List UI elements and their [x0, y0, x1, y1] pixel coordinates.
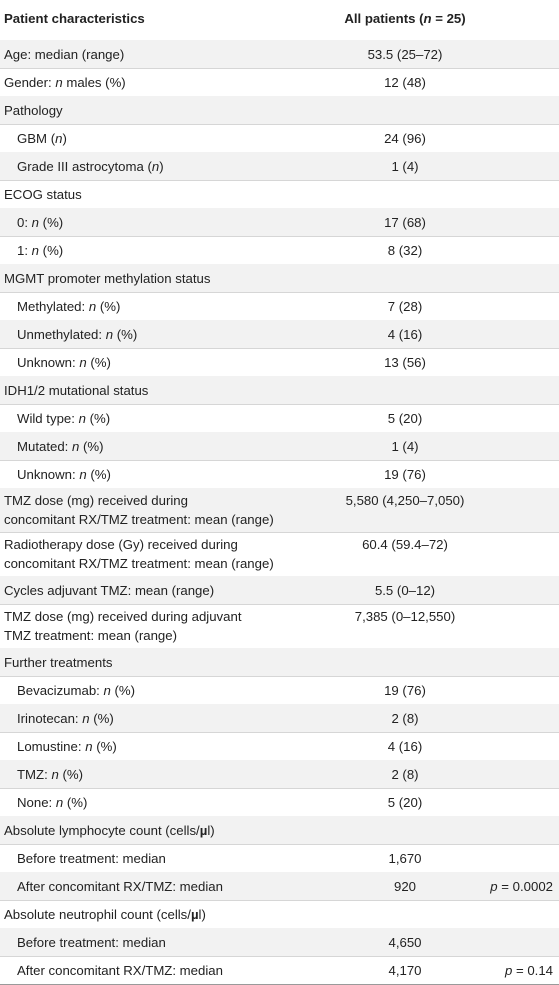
row-label-part: µ — [199, 823, 208, 838]
row-label-part: n — [82, 711, 90, 726]
row-label-part: (%) — [96, 299, 121, 314]
row-label-part: Grade III astrocytoma ( — [17, 159, 152, 174]
row-label-text: Cycles adjuvant TMZ: mean (range) — [4, 583, 215, 598]
table-row — [0, 460, 559, 489]
row-label-part: 1: — [17, 243, 32, 258]
row-label-part: n — [78, 411, 86, 426]
table-row — [0, 264, 559, 293]
row-label-part: n — [103, 683, 111, 698]
row-label-line: concomitant RX/TMZ treatment: mean (range) — [4, 556, 274, 571]
table-row — [0, 152, 559, 181]
table-row — [0, 872, 559, 901]
row-value: 1 (4) — [391, 439, 419, 454]
row-label-part: Irinotecan: — [17, 711, 83, 726]
row-value: 24 (96) — [384, 131, 426, 146]
row-label-part: (%) — [92, 739, 117, 754]
row-label-part: Absolute lymphocyte count (cells/ — [4, 823, 200, 838]
table-row — [0, 432, 559, 461]
table-row — [0, 180, 559, 209]
row-label-part: n — [79, 355, 87, 370]
row-label-part: (%) — [86, 355, 111, 370]
row-label-part: (%) — [86, 467, 111, 482]
row-label-part: n — [79, 467, 87, 482]
table-row — [0, 292, 559, 321]
row-label — [17, 241, 347, 260]
row-value: 2 (8) — [391, 767, 419, 782]
row-label — [4, 185, 334, 204]
table-row — [0, 348, 559, 377]
row-label-part: Unknown: — [17, 467, 80, 482]
row-label-part: None: — [17, 795, 56, 810]
row-label — [4, 905, 334, 924]
row-label-part: (%) — [39, 243, 64, 258]
row-value: 4 (16) — [387, 739, 423, 754]
row-value: 1,670 — [388, 851, 422, 866]
row-label-part: TMZ: — [17, 767, 52, 782]
table-row — [0, 96, 559, 125]
row-value: 1 (4) — [391, 159, 419, 174]
row-label — [4, 269, 334, 288]
row-label — [4, 581, 334, 600]
p-value-part: = 0.14 — [512, 963, 553, 978]
row-label — [17, 933, 347, 952]
row-label — [4, 535, 334, 573]
row-label-line: TMZ treatment: mean (range) — [4, 628, 177, 643]
row-label-part: n — [55, 131, 63, 146]
row-label-part: n — [105, 327, 114, 342]
row-label-line: TMZ dose (mg) received during adjuvant — [4, 609, 242, 624]
row-value: 5,580 (4,250–7,050) — [345, 493, 465, 508]
row-value: 2 (8) — [391, 711, 419, 726]
table-row — [0, 576, 559, 605]
row-label — [4, 73, 334, 92]
row-value: 5 (20) — [387, 795, 423, 810]
table-row — [0, 956, 559, 985]
row-label — [17, 465, 347, 484]
table-header — [0, 0, 559, 41]
row-label-part: ) — [159, 159, 164, 174]
row-label-part: l) — [198, 907, 206, 922]
table-row — [0, 816, 559, 845]
row-label-text: Before treatment: median — [17, 851, 166, 866]
row-label — [17, 681, 347, 700]
row-label — [17, 849, 347, 868]
row-label-part: (%) — [110, 683, 136, 698]
row-value: 5.5 (0–12) — [374, 583, 436, 598]
row-label — [17, 737, 347, 756]
table-row — [0, 900, 559, 929]
row-label — [17, 325, 347, 344]
row-label — [17, 213, 347, 232]
row-label-part: n — [151, 159, 160, 174]
row-value: 920 — [393, 879, 416, 894]
table-row — [0, 376, 559, 405]
table-row — [0, 488, 559, 533]
row-label-part: (%) — [63, 795, 88, 810]
row-label-part: Gender: — [4, 75, 56, 90]
row-label-part: (%) — [85, 411, 111, 426]
row-label — [17, 709, 347, 728]
row-label — [17, 297, 347, 316]
row-label-part: Mutated: — [17, 439, 72, 454]
row-label — [4, 381, 334, 400]
row-label-text: Pathology — [4, 103, 63, 118]
row-value: 4,650 — [388, 935, 422, 950]
row-value: 4,170 — [388, 963, 422, 978]
row-label — [4, 821, 334, 840]
row-value: 7,385 (0–12,550) — [354, 609, 456, 624]
p-value-part: p — [504, 963, 513, 978]
table-row — [0, 604, 559, 649]
row-label-part: 0: — [17, 215, 32, 230]
row-label-text: Further treatments — [4, 655, 113, 670]
p-value-part: p — [490, 879, 498, 894]
row-value: 19 (76) — [384, 467, 426, 482]
table-row — [0, 208, 559, 237]
row-label-part: Unmethylated: — [17, 327, 106, 342]
row-label-part: males (%) — [62, 75, 126, 90]
table-row — [0, 236, 559, 265]
row-label — [17, 793, 347, 812]
table-row — [0, 760, 559, 789]
row-label — [4, 653, 334, 672]
row-value: 13 (56) — [384, 355, 426, 370]
row-label-text: Age: median (range) — [4, 47, 125, 62]
row-label-text: Before treatment: median — [17, 935, 166, 950]
row-label-part: n — [55, 75, 63, 90]
row-label-part: (%) — [58, 767, 83, 782]
row-label-part: (%) — [39, 215, 64, 230]
row-label-part: (%) — [113, 327, 138, 342]
row-p-value — [505, 961, 553, 980]
row-label — [4, 45, 334, 64]
row-label-part: n — [51, 767, 59, 782]
row-label — [17, 961, 347, 980]
row-label-part: l) — [207, 823, 215, 838]
table-row — [0, 124, 559, 153]
row-label-part: n — [55, 795, 64, 810]
row-label-part: Bevacizumab: — [17, 683, 104, 698]
row-label-line: TMZ dose (mg) received during — [4, 493, 188, 508]
table-row — [0, 320, 559, 349]
row-label-part: n — [31, 215, 40, 230]
table-row — [0, 648, 559, 677]
row-value: 5 (20) — [387, 411, 423, 426]
row-label-part: Methylated: — [17, 299, 89, 314]
row-value: 8 (32) — [387, 243, 423, 258]
row-p-value — [490, 877, 553, 896]
row-label-part: n — [71, 439, 80, 454]
row-label-text: MGMT promoter methylation status — [4, 271, 211, 286]
row-label-part: Wild type: — [17, 411, 79, 426]
row-label-line: concomitant RX/TMZ treatment: mean (range) — [4, 512, 274, 527]
table-row — [0, 928, 559, 957]
header-patient-characteristics: Patient characteristics — [4, 11, 145, 26]
table-row — [0, 704, 559, 733]
row-label — [4, 491, 334, 529]
row-value: 7 (28) — [387, 299, 423, 314]
row-label-part: µ — [190, 907, 199, 922]
row-label-part: Absolute neutrophil count (cells/ — [4, 907, 191, 922]
table-row — [0, 40, 559, 69]
row-label — [17, 765, 347, 784]
table-row — [0, 732, 559, 761]
row-label-part: GBM ( — [17, 131, 56, 146]
row-value: 4 (16) — [387, 327, 423, 342]
row-label-text: ECOG status — [4, 187, 82, 202]
table-row — [0, 788, 559, 817]
row-label-line: Radiotherapy dose (Gy) received during — [4, 537, 238, 552]
row-label — [17, 877, 347, 896]
row-label — [4, 607, 334, 645]
row-label-part: (%) — [79, 439, 104, 454]
row-value: 12 (48) — [384, 75, 426, 90]
row-label-part: Unknown: — [17, 355, 80, 370]
row-label — [17, 437, 347, 456]
table-row — [0, 68, 559, 97]
table-row — [0, 844, 559, 873]
table-row — [0, 532, 559, 577]
row-label-text: IDH1/2 mutational status — [4, 383, 149, 398]
p-value-part: = 0.0002 — [497, 879, 553, 894]
table-row — [0, 404, 559, 433]
row-label — [17, 409, 347, 428]
header-all-patients: All patients (n = 25) — [344, 11, 466, 26]
row-label-part: Lomustine: — [17, 739, 86, 754]
row-value: 17 (68) — [384, 215, 426, 230]
row-label-part: ) — [62, 131, 67, 146]
row-label-text: After concomitant RX/TMZ: median — [17, 963, 223, 978]
row-label-part: (%) — [89, 711, 114, 726]
row-label-part: n — [88, 299, 97, 314]
row-label — [17, 353, 347, 372]
row-label — [17, 157, 347, 176]
row-label — [4, 101, 334, 120]
row-value: 53.5 (25–72) — [367, 47, 443, 62]
row-label-part: n — [85, 739, 93, 754]
table-row — [0, 676, 559, 705]
row-label-text: After concomitant RX/TMZ: median — [17, 879, 223, 894]
row-value: 19 (76) — [384, 683, 426, 698]
row-label — [17, 129, 347, 148]
row-label-part: n — [31, 243, 40, 258]
row-value: 60.4 (59.4–72) — [362, 537, 448, 552]
